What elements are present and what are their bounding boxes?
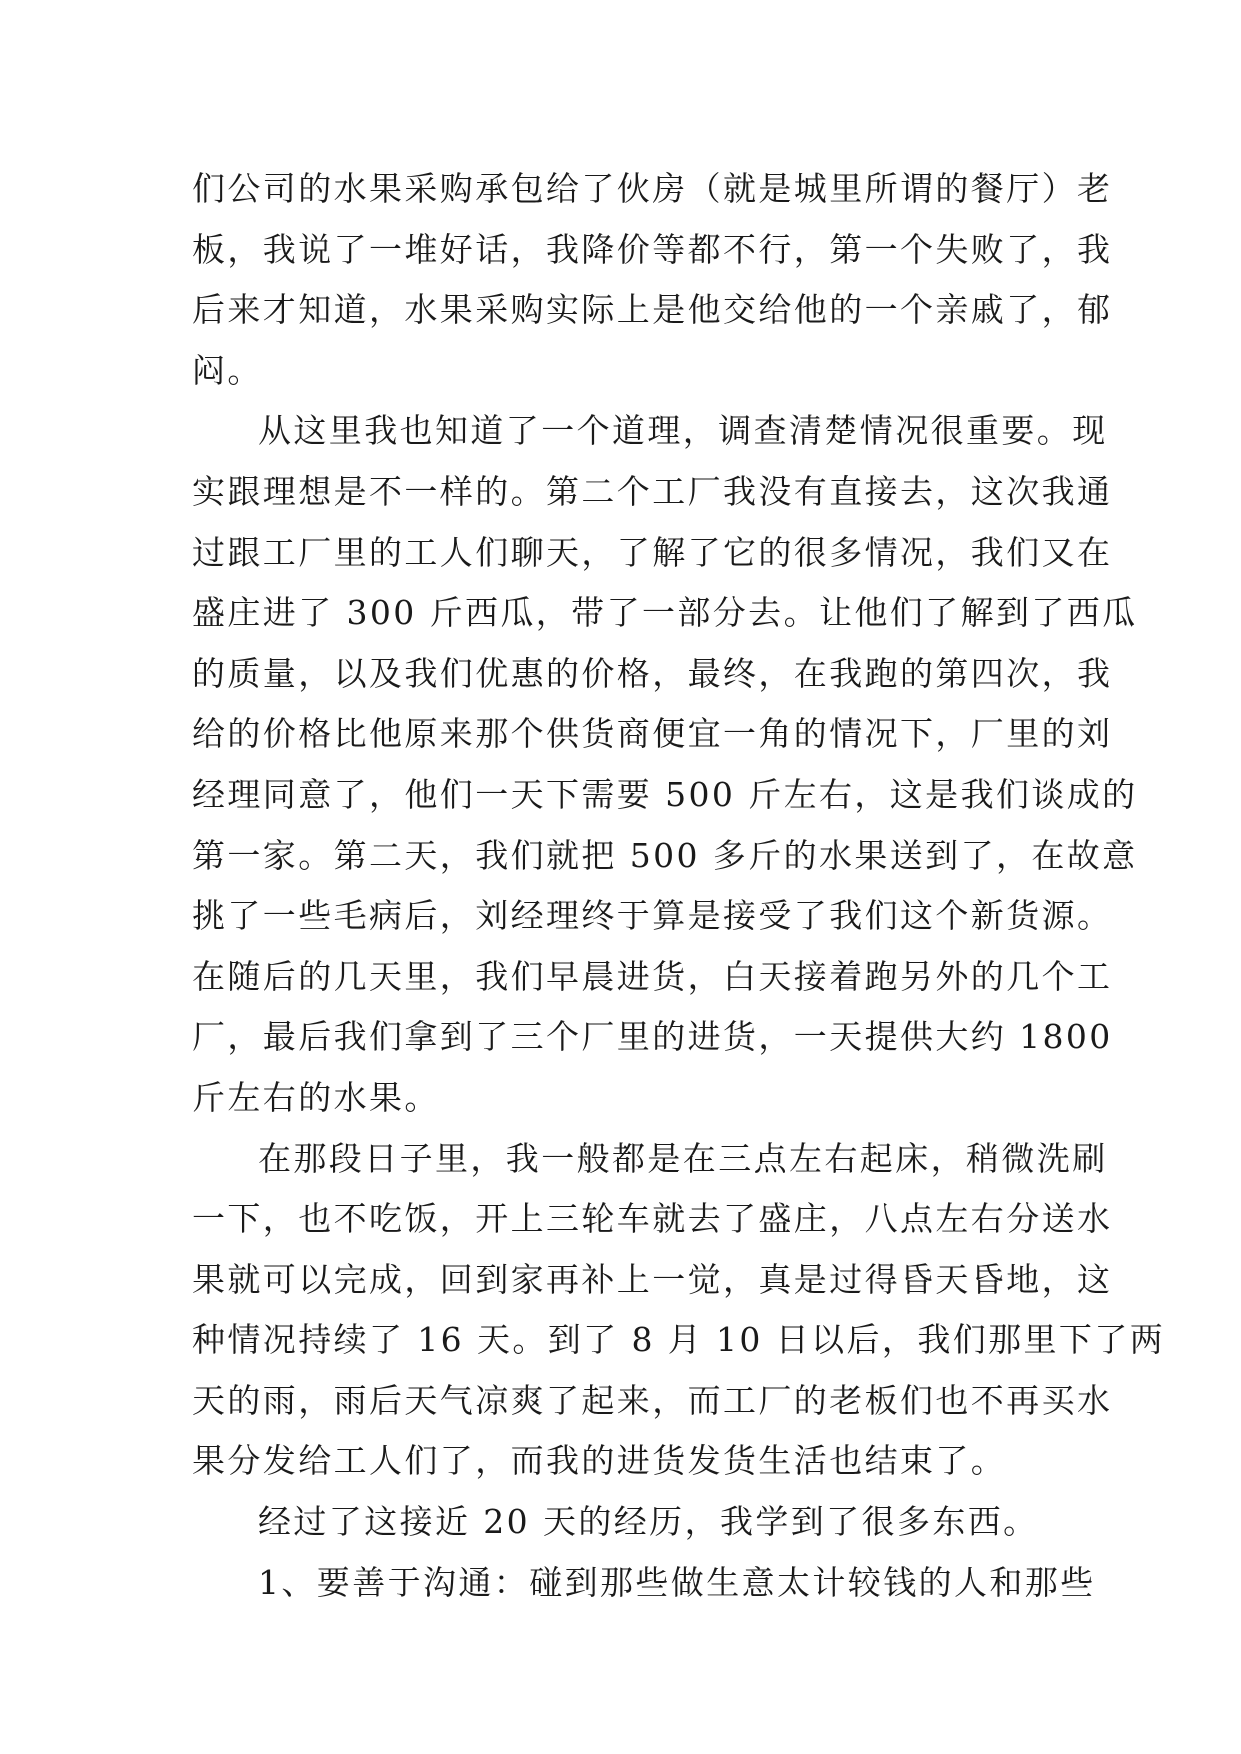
text-line: 的质量，以及我们优惠的价格，最终，在我跑的第四次，我 [192,653,1113,693]
text-line: 过跟工厂里的工人们聊天，了解了它的很多情况，我们又在 [192,532,1113,572]
text-line: 厂，最后我们拿到了三个厂里的进货，一天提供大约 1800 [192,1017,1113,1057]
text-line: 经理同意了，他们一天下需要 500 斤左右，这是我们谈成的 [192,774,1138,814]
text-line: 们公司的水果采购承包给了伙房（就是城里所谓的餐厅）老 [192,169,1113,208]
text-line: 果分发给工人们了，而我的进货发货生活也结束了。 [192,1441,1007,1481]
text-line: 在随后的几天里，我们早晨进货，白天接着跑另外的几个工 [192,956,1113,996]
text-line: 一下，也不吃饭，开上三轮车就去了盛庄，八点左右分送水 [192,1199,1113,1239]
text-line: 闷。 [192,350,263,390]
paragraph-first-line: 经过了这接近 20 天的经历，我学到了很多东西。 [258,1502,1039,1542]
text-line: 挑了一些毛病后，刘经理终于算是接受了我们这个新货源。 [192,896,1113,936]
text-line: 板，我说了一堆好话，我降价等都不行，第一个失败了，我 [192,229,1113,269]
text-line: 种情况持续了 16 天。到了 8 月 10 日以后，我们那里下了两 [192,1320,1166,1360]
text-line: 后来才知道，水果采购实际上是他交给他的一个亲戚了，郁 [192,290,1113,330]
paragraph-first-line: 在那段日子里，我一般都是在三点左右起床，稍微洗刷 [258,1138,1108,1178]
text-line: 给的价格比他原来那个供货商便宜一角的情况下，厂里的刘 [192,714,1113,754]
text-line: 实跟理想是不一样的。第二个工厂我没有直接去，这次我通 [192,471,1113,511]
text-line: 盛庄进了 300 斤西瓜，带了一部分去。让他们了解到了西瓜 [192,593,1138,633]
body-text [192,159,1166,1613]
paragraph-first-line: 1、要善于沟通：碰到那些做生意太计较钱的人和那些 [258,1562,1096,1602]
text-line: 天的雨，雨后天气凉爽了起来，而工厂的老板们也不再买水 [192,1380,1113,1420]
text-line: 斤左右的水果。 [192,1077,440,1117]
text-line: 第一家。第二天，我们就把 500 多斤的水果送到了，在故意 [192,835,1138,875]
paragraph-first-line: 从这里我也知道了一个道理，调查清楚情况很重要。现 [258,411,1108,451]
text-line: 果就可以完成，回到家再补上一觉，真是过得昏天昏地，这 [192,1259,1113,1299]
